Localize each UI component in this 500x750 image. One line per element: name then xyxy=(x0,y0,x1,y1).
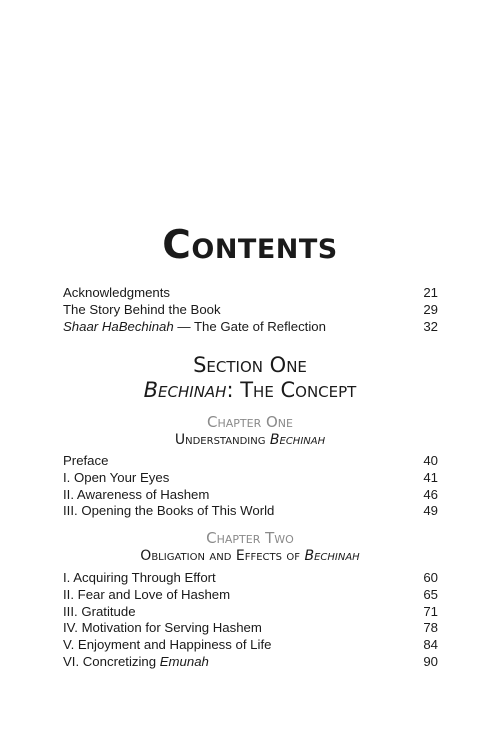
toc-entry-page: 46 xyxy=(423,486,438,502)
toc-entry-label-italic: Emunah xyxy=(159,653,209,669)
toc-entry-label: IV. Motivation for Serving Hashem xyxy=(63,620,262,636)
toc-entry-label: Acknowledgments xyxy=(63,285,171,300)
toc-entry-label: III. Opening the Books of This World xyxy=(63,503,275,519)
chapter-two-entries xyxy=(63,570,438,671)
toc-entry-motivation[interactable] xyxy=(63,620,438,637)
toc-entry-page: 71 xyxy=(423,603,438,619)
toc-entry-page: 41 xyxy=(423,469,438,485)
chapter-one-title-italic: Bechinah xyxy=(269,432,326,448)
chapter-one-title xyxy=(0,431,500,449)
section-heading-rest: : The Concept xyxy=(226,378,357,402)
section-heading-line2 xyxy=(0,378,500,403)
section-heading-line1: Section One xyxy=(193,353,307,377)
toc-entry-label: II. Awareness of Hashem xyxy=(63,486,210,502)
toc-entry-page: 90 xyxy=(423,653,438,669)
toc-entry-fear-and-love[interactable] xyxy=(63,587,438,604)
toc-entry-acquiring-through-effort[interactable] xyxy=(63,570,438,587)
page-title: Contents xyxy=(162,223,338,268)
toc-entry-preface[interactable] xyxy=(63,453,438,470)
toc-entry-opening-the-books[interactable] xyxy=(63,503,438,520)
toc-entry-page: 32 xyxy=(423,318,438,334)
toc-entry-open-your-eyes[interactable] xyxy=(63,470,438,487)
toc-entry-label xyxy=(63,654,209,671)
toc-entry-label: III. Gratitude xyxy=(63,603,136,619)
toc-entry-acknowledgments[interactable] xyxy=(63,285,438,302)
chapter-two-title xyxy=(0,547,500,565)
toc-entry-label: V. Enjoyment and Happiness of Life xyxy=(63,637,272,653)
toc-entry-page: 21 xyxy=(423,285,438,300)
front-matter-list xyxy=(63,285,438,335)
toc-entry-story-behind-book[interactable] xyxy=(63,302,438,319)
toc-entry-awareness-of-hashem[interactable] xyxy=(63,487,438,504)
toc-entry-page: 29 xyxy=(423,301,438,317)
toc-entry-page: 40 xyxy=(423,453,438,468)
toc-entry-label: I. Acquiring Through Effort xyxy=(63,570,216,585)
toc-entry-page: 65 xyxy=(423,586,438,602)
toc-entry-enjoyment[interactable] xyxy=(63,637,438,654)
toc-entry-label-italic: Shaar HaBechinah xyxy=(63,318,174,334)
toc-entry-gratitude[interactable] xyxy=(63,604,438,621)
toc-entry-label: II. Fear and Love of Hashem xyxy=(63,586,231,602)
chapter-two-label: Chapter Two xyxy=(206,529,294,547)
toc-entry-gate-of-reflection[interactable] xyxy=(63,319,438,336)
toc-entry-label xyxy=(63,319,326,336)
toc-entry-page: 49 xyxy=(423,503,438,519)
toc-entry-label: I. Open Your Eyes xyxy=(63,469,170,485)
chapter-two-title-italic: Bechinah xyxy=(304,548,360,564)
toc-entry-label-plain: VI. Concretizing xyxy=(63,653,160,669)
toc-entry-label-rest: — The Gate of Reflection xyxy=(173,318,326,334)
toc-entry-page: 78 xyxy=(423,620,438,636)
chapter-one-entries xyxy=(63,453,438,520)
toc-entry-concretizing-emunah[interactable] xyxy=(63,654,438,671)
toc-entry-page: 84 xyxy=(423,637,438,653)
chapter-one-label: Chapter One xyxy=(207,413,293,431)
chapter-two-title-plain: Obligation and Effects of xyxy=(140,548,305,564)
toc-entry-label: The Story Behind the Book xyxy=(63,301,221,317)
chapter-one-title-plain: Understanding xyxy=(174,432,270,448)
section-heading-italic: Bechinah xyxy=(143,378,227,402)
toc-entry-label: Preface xyxy=(63,453,109,468)
toc-entry-page: 60 xyxy=(423,570,438,585)
